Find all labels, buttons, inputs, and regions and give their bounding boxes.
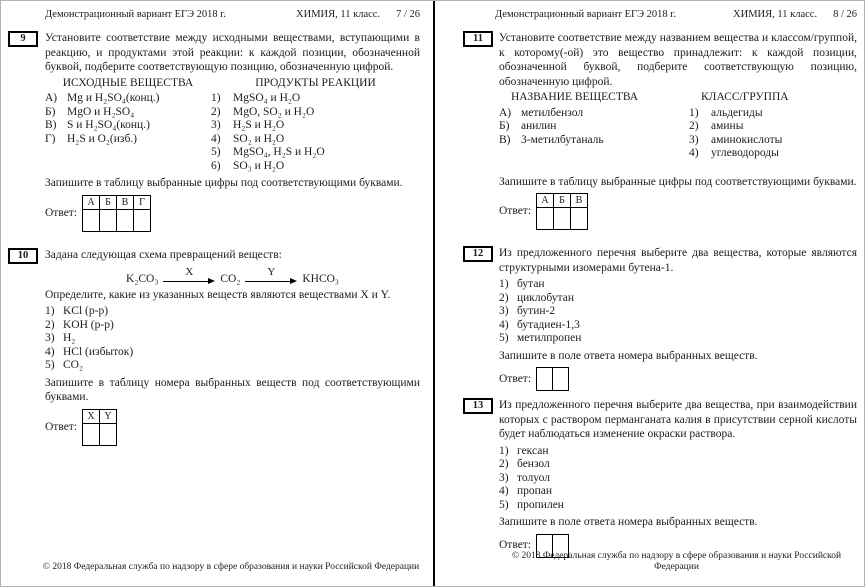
item-text: Mg и H₂SO₄(конц.) — [67, 92, 160, 104]
item-number: 5) — [499, 498, 509, 511]
question-number-box: 9 — [8, 31, 38, 47]
answer-table-input-cell — [134, 209, 151, 231]
list-item — [211, 146, 420, 160]
item-text: альдегиды — [711, 106, 763, 119]
answer-label: Ответ: — [499, 372, 532, 385]
reaction-arrow — [245, 267, 297, 286]
item-number: 4) — [499, 485, 509, 497]
match-column-left — [45, 77, 211, 174]
item-text: 3-метилбутаналь — [521, 133, 604, 146]
list-item — [45, 332, 420, 346]
list-item — [211, 92, 420, 106]
item-number: 3) — [45, 332, 55, 344]
question-text: Из предложенного перечня выберите два вещества, которые являются структурными изомерами бутена-1. — [499, 247, 857, 274]
header-variant-title: Демонстрационный вариант ЕГЭ 2018 г. — [45, 9, 227, 20]
answer-table — [82, 195, 151, 232]
match-columns — [499, 91, 857, 161]
scheme-formula: CO₂ — [220, 272, 241, 285]
item-number: 2) — [499, 291, 509, 304]
question-text: Установите соответствие между названием вещества и классом/группой, к которому(-ой) это вещество принадлежит: к каждой позиции, обозначенной буквой, подберите соответствующую позицию, обозначенную цифрой. — [499, 32, 857, 88]
list-item — [499, 485, 857, 499]
list-item — [45, 92, 211, 106]
item-number: 3) — [499, 305, 509, 317]
item-text: пропан — [517, 485, 553, 497]
question-13 — [472, 398, 857, 558]
item-text: толуол — [517, 471, 551, 484]
answer-table — [536, 193, 588, 230]
arrow-label: Y — [267, 265, 276, 278]
scheme-formula: K₂CO₃ — [126, 272, 159, 285]
answer-box — [553, 367, 569, 391]
item-number: 5) — [45, 359, 55, 371]
answer-label: Ответ: — [45, 420, 78, 433]
question-number-box: 11 — [463, 31, 493, 47]
item-number: 1) — [689, 106, 699, 119]
list-item — [689, 147, 857, 161]
list-item — [45, 346, 420, 360]
match-left-header: НАЗВАНИЕ ВЕЩЕСТВА — [511, 91, 639, 103]
item-number: 2) — [211, 105, 221, 118]
item-text: HCl (избыток) — [63, 345, 134, 358]
answer-table-input-cell — [83, 423, 100, 445]
item-text: SO₂ и H₂O — [233, 132, 285, 145]
instruction-text: Запишите в таблицу выбранные цифры под соответствующими буквами. — [45, 177, 403, 189]
answer-table-input-cell — [537, 208, 554, 230]
item-text: H₂ — [63, 332, 76, 344]
list-item — [45, 359, 420, 373]
list-item — [211, 119, 420, 133]
match-right-header: ПРОДУКТЫ РЕАКЦИИ — [255, 76, 376, 89]
list-item — [499, 332, 857, 346]
header-right — [296, 9, 420, 21]
instruction-text: Запишите в таблицу номера выбранных веществ под соответствующими буквами. — [45, 376, 420, 403]
item-letter: А) — [499, 106, 512, 119]
answer-table-header-cell: Г — [134, 195, 151, 209]
list-item — [499, 458, 857, 472]
list-item — [499, 472, 857, 486]
page-left — [1, 1, 433, 586]
list-item — [211, 160, 420, 174]
answer-table-header-cell: X — [83, 409, 100, 423]
scheme-formula: KHCO₃ — [302, 272, 339, 285]
answer-table-header-cell: А — [537, 194, 554, 208]
question-text: Из предложенного перечня выберите два вещества, при взаимодействии которых с раствором перманганата калия в присутствии серной кислоты будет наблюдаться изменение окраски раствора. — [499, 399, 857, 440]
answer-area — [499, 193, 857, 230]
options-list — [499, 278, 857, 346]
footer-copyright: © 2018 Федеральная служба по надзору в сфере образования и науки Российской Федерации — [511, 551, 842, 572]
item-text: MgO и H₂SO₄ — [67, 105, 135, 118]
answer-table-header-cell: В — [571, 194, 588, 208]
question-number-box: 12 — [463, 246, 493, 262]
item-text: KCl (р-р) — [63, 305, 109, 317]
list-item — [499, 445, 857, 459]
question-9 — [20, 31, 420, 232]
item-text: амины — [711, 120, 744, 132]
list-item — [45, 133, 211, 147]
item-number: 1) — [499, 444, 509, 457]
instruction-text: Запишите в таблицу выбранные цифры под соответствующими буквами. — [499, 175, 857, 188]
item-text: CO₂ — [63, 359, 83, 371]
item-text: MgO, SO₂ и H₂O — [233, 105, 315, 118]
item-text: гексан — [517, 444, 549, 457]
header-variant-title: Демонстрационный вариант ЕГЭ 2018 г. — [495, 9, 677, 20]
item-text: анилин — [521, 120, 557, 132]
match-left-header: ИСХОДНЫЕ ВЕЩЕСТВА — [62, 76, 194, 89]
answer-table-header-cell: А — [83, 195, 100, 209]
arrow-shaft-icon — [163, 278, 215, 286]
item-number: 4) — [499, 318, 509, 331]
footer-copyright: © 2018 Федеральная служба по надзору в сфере образования и науки Российской Федерации — [42, 562, 420, 572]
item-text: циклобутан — [517, 291, 574, 304]
answer-box — [536, 367, 553, 391]
instruction-text: Запишите в поле ответа номера выбранных веществ. — [499, 516, 758, 528]
list-item — [499, 107, 689, 121]
item-text: бутин-2 — [517, 305, 556, 317]
item-text: H₂S и O₂(изб.) — [67, 132, 138, 145]
page-number: 8 / 26 — [833, 9, 857, 20]
item-text: S и H₂SO₄(конц.) — [67, 119, 150, 131]
page-right — [435, 1, 865, 586]
item-text: метилбензол — [521, 106, 584, 119]
options-list — [499, 445, 857, 513]
match-column-left — [499, 91, 689, 161]
answer-table-header-cell: В — [117, 195, 134, 209]
page-number: 7 / 26 — [396, 9, 420, 20]
instruction-text: Запишите в поле ответа номера выбранных веществ. — [499, 349, 758, 362]
answer-label: Ответ: — [499, 205, 532, 218]
answer-area — [499, 367, 857, 391]
item-letter: Г) — [45, 132, 56, 145]
list-item — [689, 107, 857, 121]
answer-table-input-cell — [571, 208, 588, 230]
arrow-label: X — [185, 265, 194, 278]
header-subject: ХИМИЯ, 11 класс. — [733, 9, 818, 20]
question-text-2: Определите, какие из указанных веществ являются веществами X и Y. — [45, 288, 391, 301]
item-number: 3) — [211, 119, 221, 131]
answer-area — [45, 409, 420, 446]
list-item — [499, 499, 857, 513]
item-number: 3) — [499, 471, 509, 484]
answer-label: Ответ: — [45, 206, 78, 219]
list-item — [499, 120, 689, 134]
list-item — [45, 305, 420, 319]
item-text: MgSO₄ и H₂O — [233, 92, 301, 104]
list-item — [211, 133, 420, 147]
list-item — [499, 319, 857, 333]
item-number: 5) — [499, 332, 509, 344]
match-right-header: КЛАСС/ГРУППА — [701, 91, 789, 103]
item-letter: В) — [45, 119, 57, 131]
answer-boxes — [536, 367, 569, 391]
list-item — [45, 106, 211, 120]
question-number-box: 13 — [463, 398, 493, 414]
item-text: аминокислоты — [711, 133, 783, 146]
item-letter: В) — [499, 133, 511, 146]
item-number: 4) — [689, 147, 699, 159]
list-item — [499, 292, 857, 306]
reaction-arrow — [163, 267, 215, 286]
item-number: 1) — [499, 278, 509, 290]
question-number-box: 10 — [8, 248, 38, 264]
question-11 — [473, 31, 857, 230]
answer-table-input-cell — [83, 209, 100, 231]
question-12 — [472, 246, 857, 391]
answer-area — [45, 195, 420, 232]
item-text: KOH (р-р) — [63, 318, 114, 331]
answer-table-input-cell — [117, 209, 134, 231]
item-letter: Б) — [45, 105, 56, 118]
answer-table-header-cell: Б — [100, 195, 117, 209]
arrow-shaft-icon — [245, 278, 297, 286]
item-number: 5) — [211, 146, 221, 158]
list-item — [45, 319, 420, 333]
options-list — [45, 305, 420, 373]
item-number: 2) — [689, 120, 699, 132]
item-text: углеводороды — [711, 147, 779, 159]
item-number: 3) — [689, 133, 699, 146]
item-letter: Б) — [499, 120, 510, 132]
match-columns — [45, 77, 420, 174]
match-column-right — [211, 77, 420, 174]
item-number: 2) — [499, 458, 509, 470]
header-subject: ХИМИЯ, 11 класс. — [296, 9, 381, 20]
list-item — [45, 119, 211, 133]
item-number: 6) — [211, 159, 221, 172]
item-number: 2) — [45, 318, 55, 331]
item-letter: А) — [45, 92, 58, 104]
reaction-scheme — [45, 267, 420, 286]
list-item — [499, 134, 689, 148]
item-number: 1) — [45, 305, 55, 317]
list-item — [499, 305, 857, 319]
item-number: 4) — [45, 345, 55, 358]
match-column-right — [689, 91, 857, 161]
item-text: SO₃ и H₂O — [233, 159, 285, 172]
answer-label: Ответ: — [499, 539, 532, 552]
list-item — [499, 278, 857, 292]
item-text: пропилен — [517, 498, 564, 511]
item-text: H₂S и H₂O — [233, 119, 285, 131]
page-header — [495, 9, 857, 21]
item-number: 4) — [211, 132, 221, 145]
item-text: бутадиен-1,3 — [517, 318, 580, 331]
list-item — [689, 134, 857, 148]
item-text: бутан — [517, 278, 545, 290]
question-10 — [17, 248, 420, 446]
answer-table-input-cell — [100, 209, 117, 231]
header-right — [733, 9, 857, 21]
answer-table — [82, 409, 117, 446]
page-header — [45, 9, 420, 21]
list-item — [689, 120, 857, 134]
answer-table-header-cell: Y — [100, 409, 117, 423]
question-text: Задана следующая схема превращений веществ: — [45, 249, 282, 261]
item-number: 1) — [211, 92, 221, 104]
item-text: метилпропен — [517, 332, 582, 344]
answer-table-header-cell: Б — [554, 194, 571, 208]
answer-table-input-cell — [100, 423, 117, 445]
list-item — [211, 106, 420, 120]
question-text: Установите соответствие между исходными веществами, вступающими в реакцию, и продуктами этой реакции: к каждой позиции, обозначенной буквой, подберите соответствующую позицию, обозначенную цифрой. — [45, 32, 420, 73]
item-text: MgSO₄, H₂S и H₂O — [233, 146, 325, 158]
item-text: бензол — [517, 458, 550, 470]
answer-table-input-cell — [554, 208, 571, 230]
